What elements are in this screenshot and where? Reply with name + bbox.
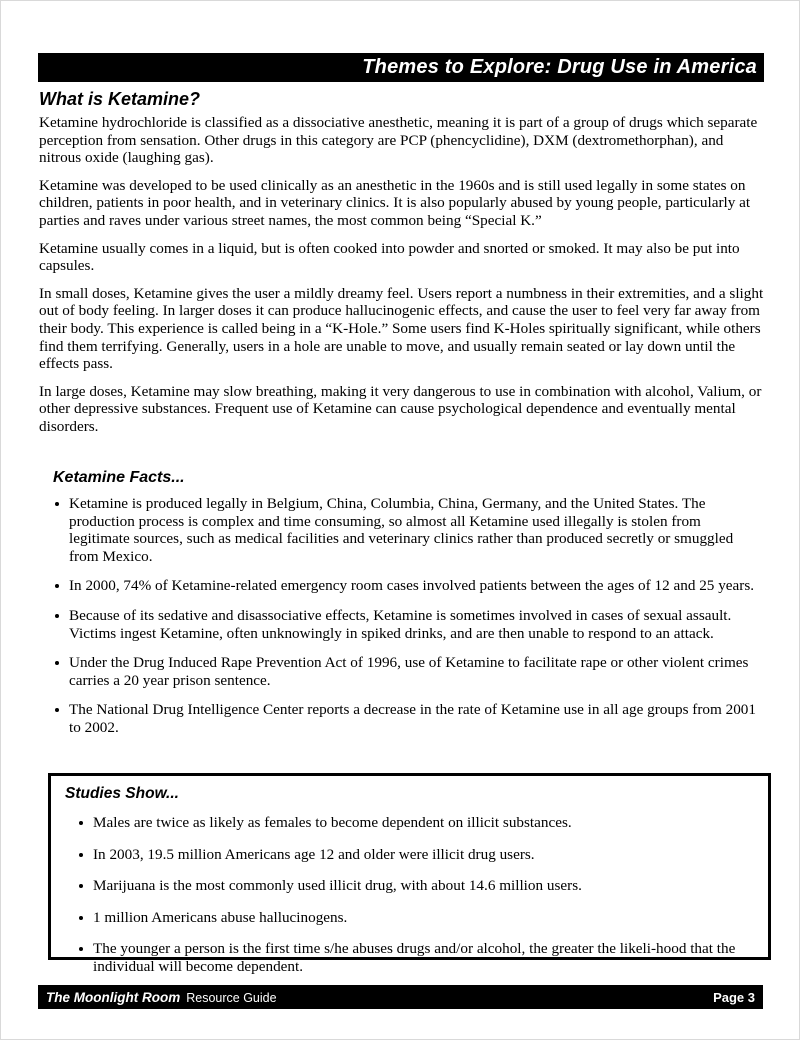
list-item: Because of its sedative and disassociative effects, Ketamine is sometimes involved in cases of sexual assault. Victims ingest Ketamine, often unknowingly in spiked drinks, and are then unable to respond to an attack. — [53, 607, 765, 642]
ketamine-facts-list — [53, 495, 765, 737]
header-banner — [38, 53, 764, 82]
studies-show-list — [77, 814, 752, 990]
list-item: Males are twice as likely as females to become dependent on illicit substances. — [77, 814, 752, 832]
paragraph: In large doses, Ketamine may slow breathing, making it very dangerous to use in combination with alcohol, Valium, or other depressive substances. Frequent use of Ketamine can cause psychological dependence and eventually mental disorders. — [39, 382, 762, 435]
section-heading-studies-show: Studies Show... — [65, 785, 179, 802]
list-item: In 2003, 19.5 million Americans age 12 and older were illicit drug users. — [77, 846, 752, 864]
list-item: The National Drug Intelligence Center reports a decrease in the rate of Ketamine use in all age groups from 2001 to 2002. — [53, 701, 765, 736]
footer-banner — [38, 985, 763, 1009]
header-title: Themes to Explore: Drug Use in America — [362, 56, 757, 78]
list-item: Marijuana is the most commonly used illicit drug, with about 14.6 million users. — [77, 877, 752, 895]
paragraph: In small doses, Ketamine gives the user a mildly dreamy feel. Users report a numbness in their extremities, and a slight out of body feeling. In larger doses it can produce hallucinogenic effects, and cause the user to feel very far away from their body. This experience is called being in a “K-Hole.” Some users find K-Holes spiritually significant, while others find them terrifying. Generally, users in a hole are unable to move, and usually remain seated or lay down until the effects pass. — [39, 284, 764, 373]
paragraph: Ketamine was developed to be used clinically as an anesthetic in the 1960s and is still used legally in some states on children, patients in poor health, and in veterinary clinics. It is also popularly abused by young people, particularly at parties and raves under various street names, the most common being “Special K.” — [39, 176, 751, 229]
studies-show-box — [48, 773, 771, 975]
list-item: The younger a person is the first time s/he abuses drugs and/or alcohol, the greater the likeli-hood that the individual will become dependent. — [77, 940, 752, 975]
footer-subtitle: Resource Guide — [186, 990, 277, 1005]
list-item: Under the Drug Induced Rape Prevention Act of 1996, use of Ketamine to facilitate rape or other violent crimes carries a 20 year prison sentence. — [53, 654, 765, 689]
body-paragraphs — [39, 114, 765, 446]
paragraph: Ketamine usually comes in a liquid, but is often cooked into powder and snorted or smoked. It may also be put into capsules. — [39, 239, 740, 275]
section-heading-what-is-ketamine: What is Ketamine? — [39, 89, 201, 109]
section-heading-ketamine-facts: Ketamine Facts... — [53, 469, 185, 486]
footer-brand: The Moonlight Room — [46, 989, 181, 1005]
list-item: 1 million Americans abuse hallucinogens. — [77, 909, 752, 927]
paragraph: Ketamine hydrochloride is classified as a dissociative anesthetic, meaning it is part of a group of drugs which separate perception from sensation. Other drugs in this category are PCP (phencyclidine), DXM (dextromethorphan), and nitrous oxide (laughing gas). — [39, 114, 758, 167]
footer-left-group — [46, 990, 713, 1005]
page-number: Page 3 — [713, 989, 755, 1005]
list-item: Ketamine is produced legally in Belgium, China, Columbia, China, Germany, and the United States. The production process is complex and time consuming, so almost all Ketamine used illegally is stolen from legitimate sources, such as medical facilities and veterinary clinics rather than produced secretly or smuggled from Mexico. — [53, 495, 765, 565]
list-item: In 2000, 74% of Ketamine-related emergency room cases involved patients between the ages of 12 and 25 years. — [53, 577, 765, 595]
